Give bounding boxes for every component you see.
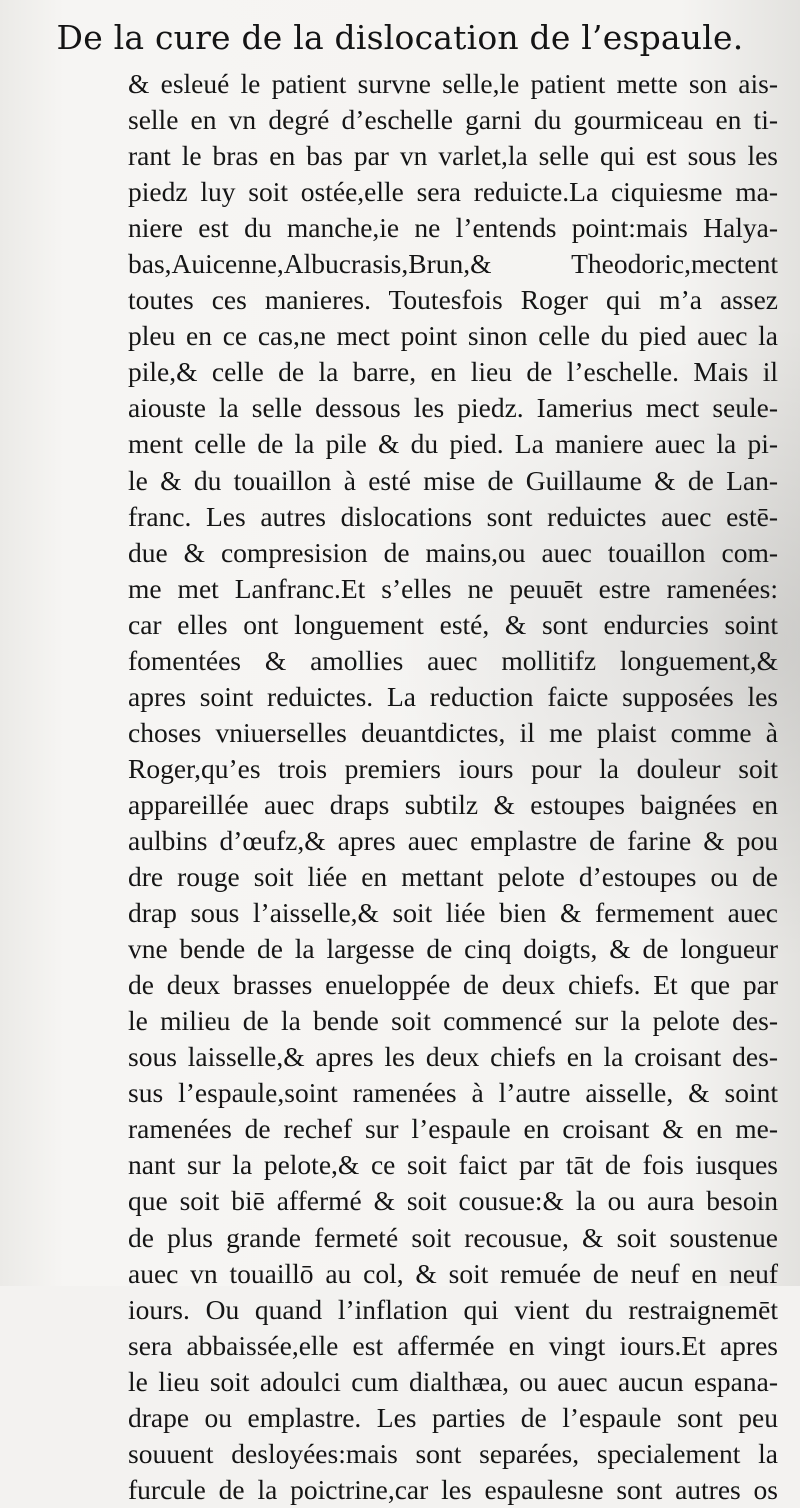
running-head: De la cure de la dislocation de l’espaule.: [56, 18, 744, 57]
text-line: choses vniuerselles deuantdictes, il me plaist comme à: [128, 716, 778, 748]
text-line: car elles ont longuement esté, & sont endurcies soint: [128, 608, 778, 640]
text-line: selle en vn degré d’eschelle garni du gourmiceau en ti-: [128, 104, 778, 136]
text-line: ment celle de la pile & du pied. La maniere auec la pi-: [128, 428, 778, 460]
text-line: le milieu de la bende soit commencé sur la pelote des-: [128, 1005, 778, 1037]
text-line: ramenées de rechef sur l’espaule en croisant & en me-: [128, 1113, 778, 1145]
text-line: pleu en ce cas,ne mect point sinon celle du pied auec la: [128, 320, 778, 352]
text-line: drap sous l’aisselle,& soit liée bien & fermement auec: [128, 897, 778, 929]
text-line: furcule de la poictrine,car les espaulesne sont autres os: [128, 1473, 778, 1505]
text-line: sus l’espaule,soint ramenées à l’autre aisselle, & soint: [128, 1077, 778, 1109]
text-line: fomentées & amollies auec mollitifz longuement,&: [128, 644, 778, 676]
text-line: iours. Ou quand l’inflation qui vient du restraignemēt: [128, 1293, 778, 1325]
text-line: auec vn touaillō au col, & soit remuée de neuf en neuf: [128, 1257, 778, 1289]
text-line: nant sur la pelote,& ce soit faict par tāt de fois iusques: [128, 1149, 778, 1181]
text-line: aulbins d’œufz,& apres auec emplastre de farine & pou: [128, 824, 778, 856]
text-line: bas,Auicenne,Albucrasis,Brun,& Theodoric,mectent: [128, 248, 778, 280]
text-line: piedz luy soit ostée,elle sera reduicte.La ciquiesme ma-: [128, 176, 778, 208]
text-line: franc. Les autres dislocations sont reduictes auec estē-: [128, 500, 778, 532]
text-line: me met Lanfranc.Et s’elles ne peuuēt estre ramenées:: [128, 572, 778, 604]
text-line: niere est du manche,ie ne l’entends point:mais Halya-: [128, 212, 778, 244]
text-line: drape ou emplastre. Les parties de l’espaule sont peu: [128, 1401, 778, 1433]
text-line: appareillée auec draps subtilz & estoupes baignées en: [128, 788, 778, 820]
text-line: vne bende de la largesse de cinq doigts, & de longueur: [128, 933, 778, 965]
text-line: de plus grande fermeté soit recousue, & soit soustenue: [128, 1221, 778, 1253]
text-line: due & compresision de mains,ou auec touaillon com-: [128, 536, 778, 568]
text-line: dre rouge soit liée en mettant pelote d’estoupes ou de: [128, 861, 778, 893]
text-line: rant le bras en bas par vn varlet,la selle qui est sous les: [128, 140, 778, 172]
text-line: que soit biē affermé & soit cousue:& la ou aura besoin: [128, 1185, 778, 1217]
text-line: de deux brasses enueloppée de deux chiefs. Et que par: [128, 969, 778, 1001]
body-text: [128, 66, 778, 1508]
text-line: le & du touaillon à esté mise de Guillaume & de Lan-: [128, 464, 778, 496]
text-line: le lieu soit adoulci cum dialthæa, ou auec aucun espana-: [128, 1365, 778, 1397]
text-line: apres soint reduictes. La reduction faicte supposées les: [128, 680, 778, 712]
text-line: sous laisselle,& apres les deux chiefs en la croisant des-: [128, 1041, 778, 1073]
text-line: aiouste la selle dessous les piedz. Iamerius mect seule-: [128, 392, 778, 424]
text-line: & esleué le patient survne selle,le patient mette son ais-: [128, 68, 778, 99]
text-line: sera abbaissée,elle est affermée en vingt iours.Et apres: [128, 1329, 778, 1361]
text-line: toutes ces manieres. Toutesfois Roger qui m’a assez: [128, 284, 778, 316]
text-line: souuent desloyées:mais sont separées, specialement la: [128, 1437, 778, 1469]
text-line: pile,& celle de la barre, en lieu de l’eschelle. Mais il: [128, 356, 778, 388]
text-line: Roger,qu’es trois premiers iours pour la douleur soit: [128, 752, 778, 784]
